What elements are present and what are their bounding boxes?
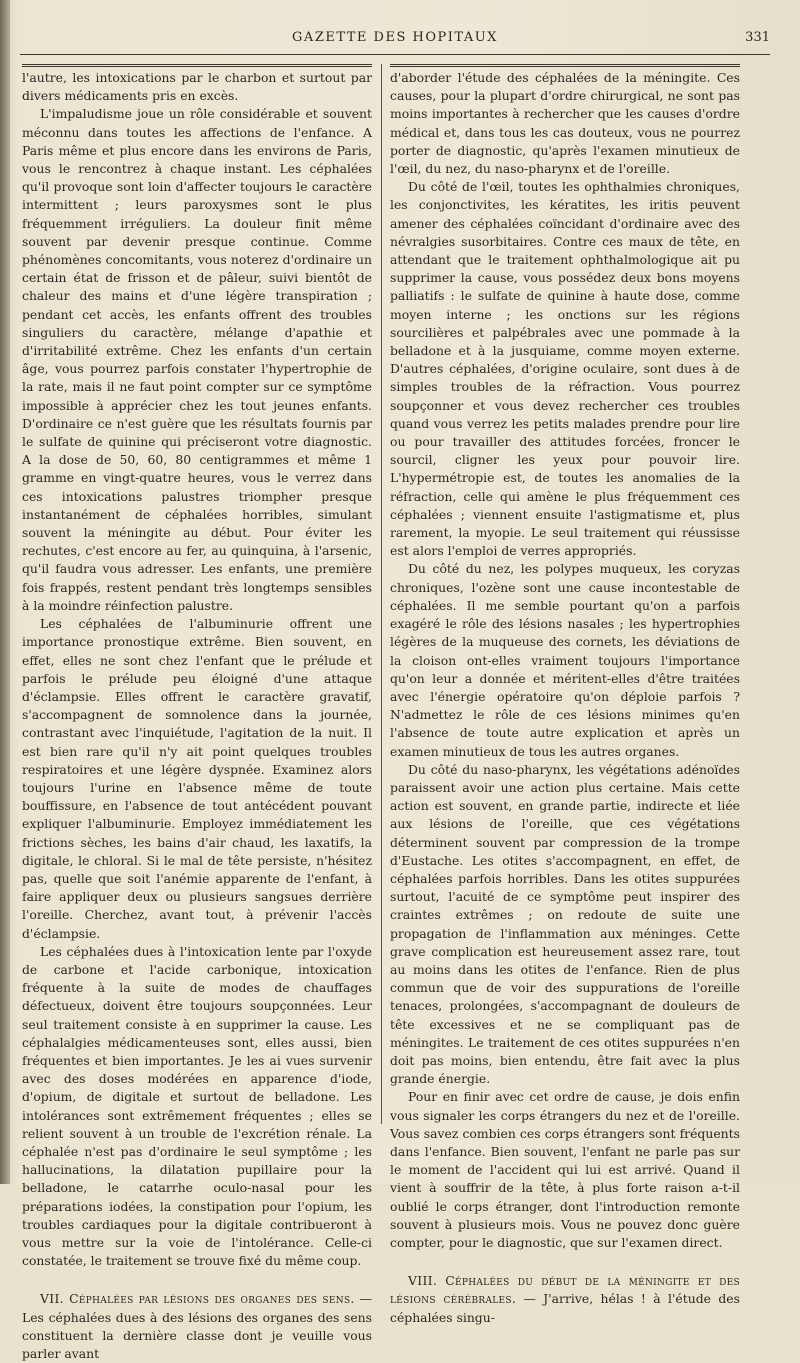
section-text: — J'arrive, hélas ! à l'étude des céphalées singu- [390, 1291, 740, 1325]
paragraph: Pour en finir avec cet ordre de cause, je dois enfin vous signaler les corps étrangers du nez et de l'oreille. Vous savez combien ces corps étrangers sont fréquents dans l'enfance. Bien souvent, l'enfant ne parle pas sur le moment de l'accident qui lui est arrivé. Quand il vient à souffrir de la tête, à plus forte raison a-t-il oublié le corps étranger, dont l'introduction remonte souvent à plusieurs mois. Vous ne pouvez donc guère compter, pour le diagnostic, que sur l'examen direct. [390, 1089, 740, 1250]
left-column [22, 64, 372, 1363]
paragraph: Les céphalées de l'albuminurie offrent une importance pronostique extrême. Bien souvent, en effet, elles ne sont chez l'enfant que le prélude et parfois le prélude peu éloigné d'une attaque d'éclampsie. Elles offrent le caractère gravatif, s'accompagnent de somnolence dans la journée, contrastant avec l'inquiétude, l'agitation de la nuit. Il est bien rare qu'il n'y ait point quelques troubles respiratoires et une légère dyspnée. Examinez alors toujours l'urine en l'absence même de toute bouffissure, en l'absence de tout antécédent pouvant expliquer l'albuminurie. Employez immédiatement les frictions sèches, les bains d'air chaud, les laxatifs, la digitale, le chloral. Si le mal de tête persiste, n'hésitez pas, quelle que soit l'anémie apparente de l'enfant, à faire appliquer deux ou plusieurs sangsues derrière l'oreille. Cherchez, avant tout, à prévenir l'accès d'éclampsie. [22, 616, 372, 941]
paragraph-continuation: d'aborder l'étude des céphalées de la méningite. Ces causes, pour la plupart d'ordre chirurgical, ne sont pas moins importantes à rechercher que les causes d'ordre médical et, dans tous les cas douteux, vous ne pourrez porter de diagnostic, qu'après l'examen minutieux de l'œil, du nez, du naso-pharynx et de l'oreille. [390, 70, 740, 177]
page-number: 331 [745, 30, 770, 45]
section-heading: VIII. Céphalées du début de la méningite et des lésions cérébrales. [390, 1273, 740, 1307]
paragraph: Du côté de l'œil, toutes les ophthalmies chroniques, les conjonctivites, les kératites, les iritis peuvent amener des céphalées coïncidant d'ordinaire avec des névralgies susorbitaires. Contre ces maux de tête, en attendant que le traitement ophthalmologique ait pu supprimer la cause, vous possédez deux bons moyens palliatifs : le sulfate de quinine à haute dose, comme moyen interne ; les onctions sur les régions sourcilières et palpébrales avec une pommade à la belladone et à la jusquiame, comme moyen externe. D'autres céphalées, d'origine oculaire, sont dues à de simples troubles de la réfraction. Vous pourrez soupçonner et vous devez rechercher ces troubles quand vous verrez les petits malades prendre pour lire ou pour travailler des attitudes forcées, froncer le sourcil, cligner les yeux pour pouvoir lire. L'hypermétropie est, de toutes les anomalies de la réfraction, celle qui amène le plus fréquemment ces céphalées ; viennent ensuite l'astigmatisme et, plus rarement, la myopie. Le seul traitement qui réussisse est alors l'emploi de verres appropriés. [390, 179, 740, 559]
column-divider [381, 64, 382, 1124]
column-top-rule [390, 64, 740, 67]
paragraph: Du côté du nez, les polypes muqueux, les coryzas chroniques, l'ozène sont une cause incontestable de céphalées. Il me semble pourtant qu'on a parfois exagéré le rôle des lésions nasales ; les hypertrophies légères de la muqueuse des cornets, les déviations de la cloison ont-elles vraiment toujours l'importance qu'on leur a donnée et méritent-elles d'être traitées avec l'énergie opératoire qu'on déploie parfois ? N'admettez le rôle de ces lésions minimes qu'en l'absence de toute autre explication et après un examen minutieux de tous les autres organes. [390, 561, 740, 759]
paragraph-continuation: l'autre, les intoxications par le charbon et surtout par divers médicaments pris en excès. [22, 70, 372, 104]
page-binding-edge [0, 0, 10, 1184]
header-rule [20, 54, 770, 55]
paragraph: Les céphalées dues à l'intoxication lente par l'oxyde de carbone et l'acide carbonique, intoxication fréquente à la suite de modes de chauffages défectueux, doivent être toujours soupçonnées. Leur seul traitement consiste à en supprimer la cause. Les céphalalgies médicamenteuses sont, elles aussi, bien fréquentes et bien importantes. Je les ai vues survenir avec des doses modérées en apparence d'iode, d'opium, de digitale et surtout de belladone. Les intolérances sont extrêmement fréquentes ; elles se relient souvent à un trouble de l'excrétion rénale. La céphalée n'est pas d'ordinaire le seul symptôme ; les hallucinations, la dilatation pupillaire pour la belladone, le catarrhe oculo-nasal pour les préparations iodées, la constipation pour l'opium, les troubles cardiaques pour la digitale contribueront à vous mettre sur la voie de l'intolérance. Celle-ci constatée, le traitement se trouve fixé du même coup. [22, 943, 372, 1269]
section-heading-paragraph [22, 1290, 372, 1363]
journal-title: GAZETTE DES HOPITAUX [292, 30, 498, 45]
column-top-rule [22, 64, 372, 67]
right-column [390, 64, 740, 1327]
section-heading: VII. Céphalées par lésions des organes des sens. [40, 1291, 355, 1307]
paragraph: Du côté du naso-pharynx, les végétations adénoïdes paraissent avoir une action plus certaine. Mais cette action est souvent, en grande partie, indirecte et liée aux lésions de l'oreille, que ces végétations déterminent souvent par compression de la trompe d'Eustache. Les otites s'accompagnent, en effet, de céphalées parfois horribles. Dans les otites suppurées surtout, l'acuité de ce symptôme peut inspirer des craintes extrêmes ; on redoute de suite une propagation de l'inflammation aux méninges. Cette grave complication est heureusement assez rare, tout au moins dans les otites de l'enfance. Rien de plus commun que de voir des suppurations de l'oreille tenaces, prolongées, s'accompagnant de douleurs de tête excessives et ne se compliquant pas de méningites. Le traitement de ces otites suppurées n'en doit pas moins, bien entendu, être fait avec la plus grande énergie. [390, 761, 740, 1087]
section-text: — Les céphalées dues à des lésions des organes des sens constituent la dernière classe dont je veuille vous parler avant [22, 1291, 372, 1362]
page-header [20, 30, 770, 52]
paragraph: L'impaludisme joue un rôle considérable et souvent méconnu dans toutes les affections de l'enfance. A Paris même et plus encore dans les environs de Paris, vous le rencontrez à chaque instant. Les céphalées qu'il provoque sont loin d'affecter toujours le caractère intermittent ; leurs paroxysmes sont le plus fréquemment irréguliers. La douleur finit même souvent par devenir presque continue. Comme phénomènes concomitants, vous noterez d'ordinaire un certain état de frisson et de pâleur, suivi bientôt de chaleur des mains et d'une légère transpiration ; pendant cet accès, les enfants offrent des troubles singuliers du caractère, mélange d'apathie et d'irritabilité extrême. Chez les enfants d'un certain âge, vous pourrez parfois constater l'hypertrophie de la rate, mais il ne faut point compter sur ce symptôme impossible à apprécier chez les tout jeunes enfants. D'ordinaire ce n'est guère que les résultats fournis par le sulfate de quinine qui préciseront votre diagnostic. A la dose de 50, 60, 80 centigrammes et même 1 gramme en vingt-quatre heures, vous le verrez dans ces intoxications palustres triompher presque instantanément de céphalées horribles, simulant souvent la méningite au début. Pour éviter les rechutes, c'est encore au fer, au quinquina, à l'arsenic, qu'il faudra vous adresser. Les enfants, une première fois frappés, restent pendant très longtemps sensibles à la moindre réinfection palustre. [22, 106, 372, 613]
section-heading-paragraph [390, 1272, 740, 1327]
